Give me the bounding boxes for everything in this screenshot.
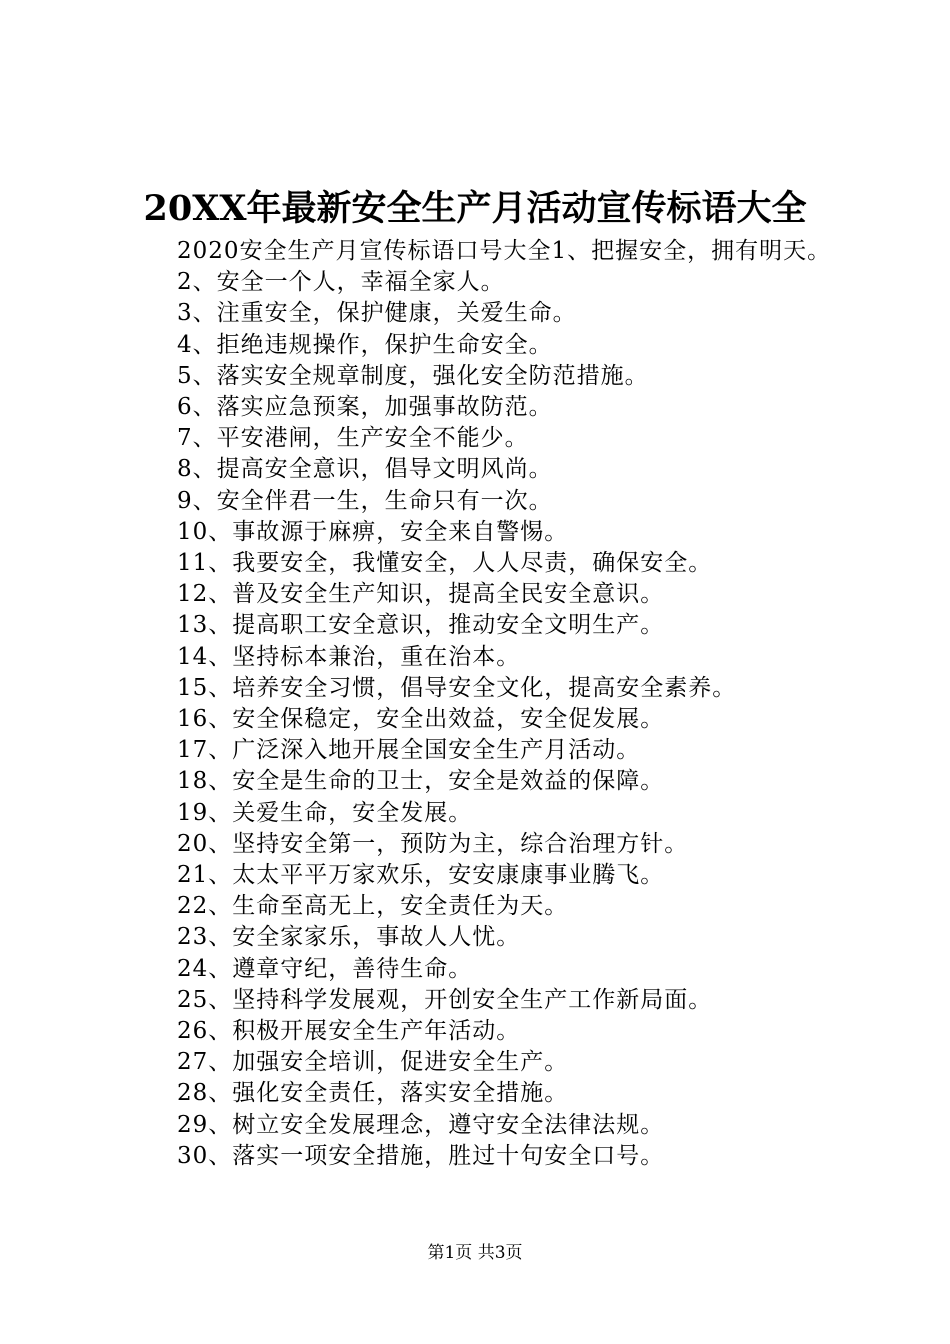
slogan-item: 29、树立安全发展理念，遵守安全法律法规。 <box>177 1111 665 1138</box>
slogan-item: 19、关爱生命，安全发展。 <box>177 799 473 826</box>
slogan-item: 14、坚持标本兼治，重在治本。 <box>177 643 521 670</box>
slogan-item: 11、我要安全，我懂安全，人人尽责，确保安全。 <box>177 550 713 577</box>
slogan-item: 27、加强安全培训，促进安全生产。 <box>177 1049 569 1076</box>
slogan-item: 9、安全伴君一生，生命只有一次。 <box>177 487 553 514</box>
slogan-item: 16、安全保稳定，安全出效益，安全促发展。 <box>177 706 665 733</box>
slogan-item: 3、注重安全，保护健康，关爱生命。 <box>177 300 577 327</box>
document-title: 20XX年最新安全生产月活动宣传标语大全 <box>143 188 807 229</box>
slogan-item: 8、提高安全意识，倡导文明风尚。 <box>177 456 553 483</box>
intro-paragraph: 2020安全生产月宣传标语口号大全1、把握安全，拥有明天。 <box>177 238 832 264</box>
slogan-item: 10、事故源于麻痹，安全来自警惕。 <box>177 518 569 545</box>
slogan-item: 21、太太平平万家欢乐，安安康康事业腾飞。 <box>177 862 665 889</box>
slogan-item: 25、坚持科学发展观，开创安全生产工作新局面。 <box>177 986 713 1013</box>
slogan-item: 12、普及安全生产知识，提高全民安全意识。 <box>177 581 665 608</box>
slogan-item: 4、拒绝违规操作，保护生命安全。 <box>177 331 553 358</box>
slogan-item: 13、提高职工安全意识，推动安全文明生产。 <box>177 612 665 639</box>
document-body <box>129 236 834 1172</box>
slogan-item: 20、坚持安全第一，预防为主，综合治理方针。 <box>177 830 689 857</box>
slogan-item: 24、遵章守纪，善待生命。 <box>177 955 473 982</box>
slogan-item: 15、培养安全习惯，倡导安全文化，提高安全素养。 <box>177 674 737 701</box>
slogan-item: 2、安全一个人，幸福全家人。 <box>177 269 505 296</box>
slogan-item: 6、落实应急预案，加强事故防范。 <box>177 394 553 421</box>
slogan-item: 23、安全家家乐，事故人人忧。 <box>177 924 521 951</box>
slogan-item: 30、落实一项安全措施，胜过十句安全口号。 <box>177 1142 665 1169</box>
slogan-item: 7、平安港闸，生产安全不能少。 <box>177 425 529 452</box>
slogan-item: 22、生命至高无上，安全责任为天。 <box>177 893 569 920</box>
slogan-item: 28、强化安全责任，落实安全措施。 <box>177 1080 569 1107</box>
page-footer: 第1页 共3页 <box>427 1243 523 1263</box>
slogan-list <box>129 267 834 1172</box>
slogan-item: 5、落实安全规章制度，强化安全防范措施。 <box>177 362 649 389</box>
slogan-item: 17、广泛深入地开展全国安全生产月活动。 <box>177 737 641 764</box>
slogan-item: 18、安全是生命的卫士，安全是效益的保障。 <box>177 768 665 795</box>
slogan-item: 26、积极开展安全生产年活动。 <box>177 1018 521 1045</box>
